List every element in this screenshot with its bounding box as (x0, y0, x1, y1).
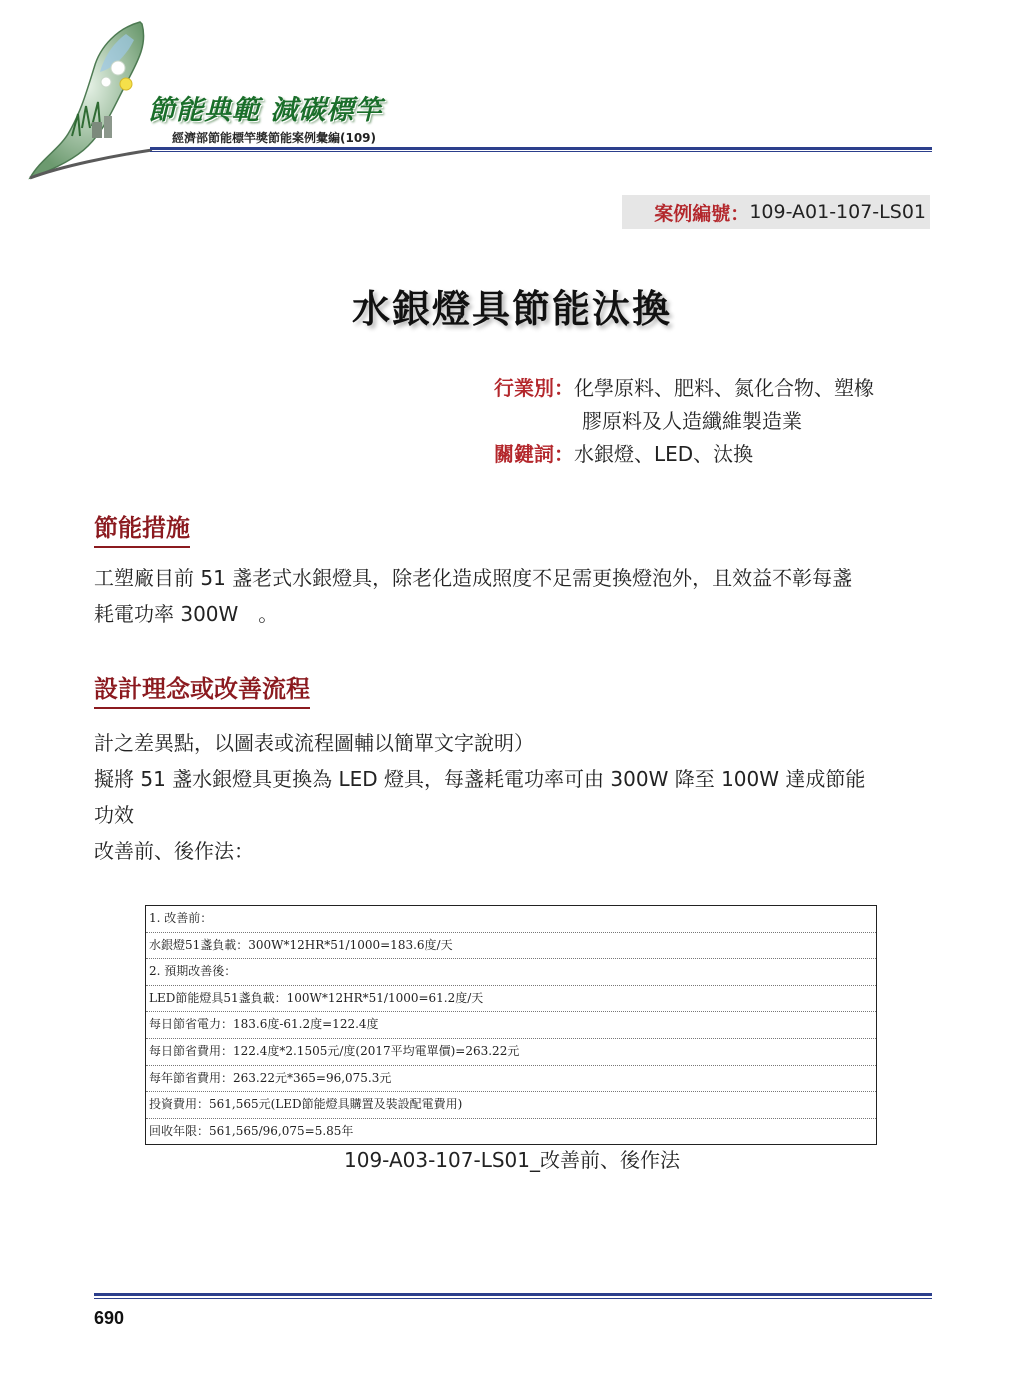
table-row: 水銀燈51盞負載：300W*12HR*51/1000=183.6度/天 (146, 933, 876, 960)
industry-row (494, 372, 874, 404)
header-rule-thin (150, 151, 932, 152)
table-row: 回收年限：561,565/96,075=5.85年 (149, 1123, 354, 1138)
case-number-value: 109-A01-107-LS01 (749, 201, 926, 223)
table-row: 每年節省費用：263.22元*365=96,075.3元 (146, 1066, 876, 1093)
table-row: 2. 預期改善後： (146, 959, 876, 986)
design-line-1: 計之差異點，以圖表或流程圖輔以簡單文字說明） (94, 731, 534, 755)
case-number-label: 案例編號： (654, 202, 750, 225)
design-line-4: 改善前、後作法： (94, 839, 254, 863)
industry-value: 化學原料、肥料、氮化合物、塑橡 (574, 376, 874, 400)
brand-title: 節能典範 減碳標竿 (148, 95, 383, 126)
measures-paragraph (94, 560, 934, 632)
table-row: 投資費用：561,565元(LED節能燈具購置及裝設配電費用) (146, 1092, 876, 1119)
keywords-value: 水銀燈、LED、汰換 (574, 442, 754, 466)
page-number: 690 (94, 1308, 125, 1328)
brand-subtitle: 經濟部節能標竿獎節能案例彙編(109) (172, 131, 377, 145)
header-rule (150, 147, 932, 150)
industry-value-continued: 膠原料及人造纖維製造業 (582, 409, 802, 433)
table-caption: 109-A03-107-LS01_改善前、後作法 (344, 1148, 680, 1172)
table-row: 1. 改善前： (146, 906, 876, 933)
table-row: LED節能燈具51盞負載：100W*12HR*51/1000=61.2度/天 (146, 986, 876, 1013)
measures-line-1: 工塑廠目前 51 盞老式水銀燈具，除老化造成照度不足需更換燈泡外，且效益不彰每盞 (94, 566, 853, 590)
calculation-table (145, 905, 877, 1145)
table-row: 每日節省費用：122.4度*2.1505元/度(2017平均電單價)=263.22元 (146, 1039, 876, 1066)
design-line-2: 擬將 51 盞水銀燈具更換為 LED 燈具，每盞耗電功率可由 300W 降至 100W 達成節能 (94, 767, 866, 791)
industry-label: 行業別： (494, 376, 574, 400)
footer-rule-thin (94, 1298, 932, 1299)
design-paragraph (94, 725, 934, 869)
keywords-label: 關鍵詞： (494, 442, 574, 466)
footer-rule (94, 1293, 932, 1296)
case-number-box (622, 195, 930, 229)
keywords-row (494, 438, 753, 470)
measures-line-2: 耗電功率 300W 。 (94, 602, 279, 626)
design-line-3: 功效 (94, 803, 134, 827)
section-heading-design: 設計理念或改善流程 (94, 669, 310, 709)
page-title: 水銀燈具節能汰換 (351, 287, 672, 331)
table-row: 每日節省電力：183.6度-61.2度=122.4度 (146, 1012, 876, 1039)
section-heading-measures: 節能措施 (94, 508, 190, 548)
